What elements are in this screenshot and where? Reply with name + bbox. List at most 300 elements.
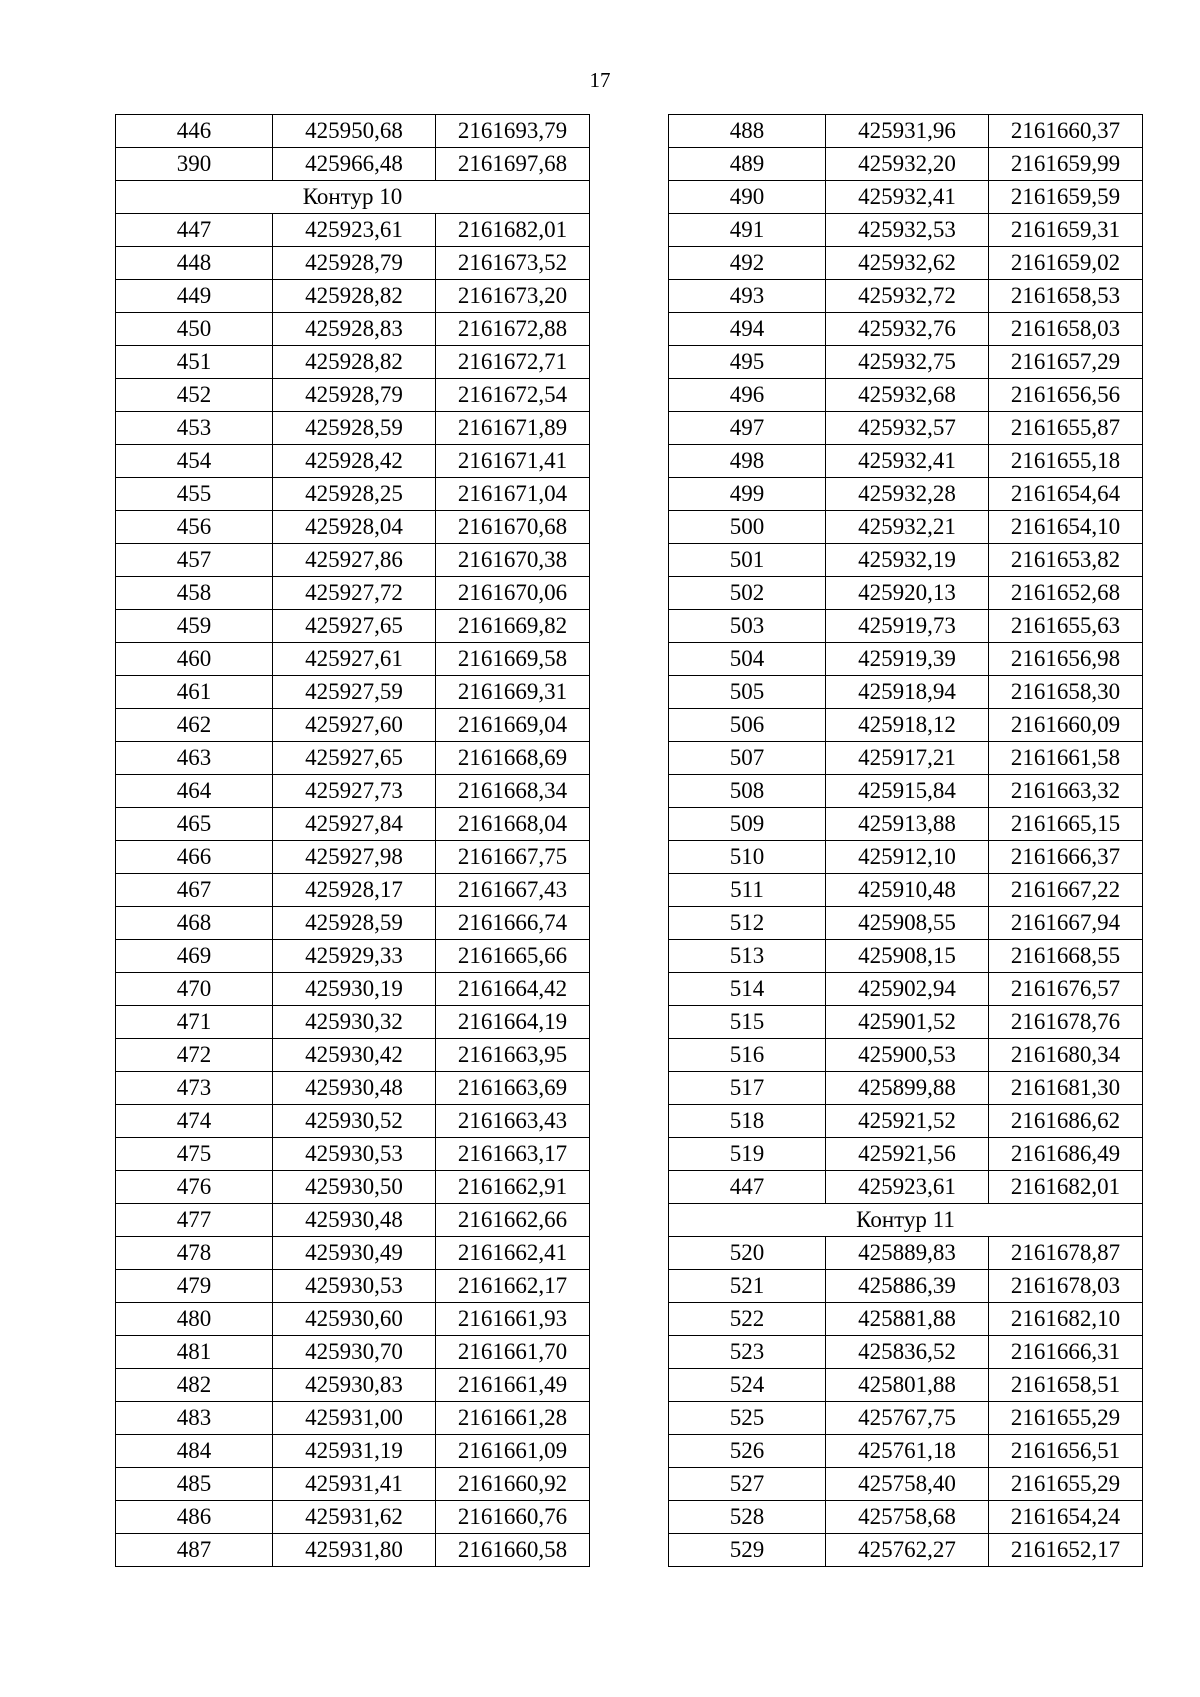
point-number-cell: 515	[669, 1006, 826, 1039]
x-coordinate-cell: 425927,59	[273, 676, 436, 709]
x-coordinate-cell: 425932,75	[826, 346, 989, 379]
table-row	[116, 313, 590, 346]
point-number-cell: 528	[669, 1501, 826, 1534]
table-row	[669, 1402, 1143, 1435]
y-coordinate-cell: 2161663,17	[436, 1138, 590, 1171]
table-row	[116, 1468, 590, 1501]
x-coordinate-cell: 425932,57	[826, 412, 989, 445]
y-coordinate-cell: 2161662,66	[436, 1204, 590, 1237]
x-coordinate-cell: 425927,65	[273, 610, 436, 643]
table-row	[116, 907, 590, 940]
y-coordinate-cell: 2161659,31	[989, 214, 1143, 247]
y-coordinate-cell: 2161672,71	[436, 346, 590, 379]
x-coordinate-cell: 425932,41	[826, 445, 989, 478]
x-coordinate-cell: 425932,41	[826, 181, 989, 214]
x-coordinate-cell: 425928,82	[273, 346, 436, 379]
y-coordinate-cell: 2161681,30	[989, 1072, 1143, 1105]
table-row	[669, 874, 1143, 907]
x-coordinate-cell: 425931,96	[826, 115, 989, 148]
y-coordinate-cell: 2161652,68	[989, 577, 1143, 610]
point-number-cell: 475	[116, 1138, 273, 1171]
point-number-cell: 446	[116, 115, 273, 148]
y-coordinate-cell: 2161655,87	[989, 412, 1143, 445]
table-row	[669, 1369, 1143, 1402]
table-row	[669, 775, 1143, 808]
x-coordinate-cell: 425758,68	[826, 1501, 989, 1534]
point-number-cell: 447	[669, 1171, 826, 1204]
table-row	[669, 511, 1143, 544]
point-number-cell: 487	[116, 1534, 273, 1567]
x-coordinate-cell: 425932,21	[826, 511, 989, 544]
y-coordinate-cell: 2161669,82	[436, 610, 590, 643]
x-coordinate-cell: 425930,32	[273, 1006, 436, 1039]
y-coordinate-cell: 2161669,04	[436, 709, 590, 742]
y-coordinate-cell: 2161667,22	[989, 874, 1143, 907]
point-number-cell: 519	[669, 1138, 826, 1171]
table-row	[669, 1303, 1143, 1336]
point-number-cell: 518	[669, 1105, 826, 1138]
y-coordinate-cell: 2161672,88	[436, 313, 590, 346]
table-row	[116, 1303, 590, 1336]
y-coordinate-cell: 2161656,51	[989, 1435, 1143, 1468]
y-coordinate-cell: 2161658,51	[989, 1369, 1143, 1402]
table-row	[116, 1204, 590, 1237]
y-coordinate-cell: 2161678,87	[989, 1237, 1143, 1270]
point-number-cell: 471	[116, 1006, 273, 1039]
x-coordinate-cell: 425927,60	[273, 709, 436, 742]
point-number-cell: 466	[116, 841, 273, 874]
y-coordinate-cell: 2161666,37	[989, 841, 1143, 874]
table-row	[116, 1270, 590, 1303]
x-coordinate-cell: 425910,48	[826, 874, 989, 907]
y-coordinate-cell: 2161663,69	[436, 1072, 590, 1105]
point-number-cell: 499	[669, 478, 826, 511]
table-row	[116, 1039, 590, 1072]
x-coordinate-cell: 425918,12	[826, 709, 989, 742]
point-number-cell: 455	[116, 478, 273, 511]
y-coordinate-cell: 2161667,43	[436, 874, 590, 907]
y-coordinate-cell: 2161662,41	[436, 1237, 590, 1270]
point-number-cell: 459	[116, 610, 273, 643]
table-row	[669, 676, 1143, 709]
x-coordinate-cell: 425912,10	[826, 841, 989, 874]
y-coordinate-cell: 2161676,57	[989, 973, 1143, 1006]
y-coordinate-cell: 2161671,41	[436, 445, 590, 478]
point-number-cell: 480	[116, 1303, 273, 1336]
x-coordinate-cell: 425915,84	[826, 775, 989, 808]
y-coordinate-cell: 2161697,68	[436, 148, 590, 181]
y-coordinate-cell: 2161660,76	[436, 1501, 590, 1534]
table-row	[669, 247, 1143, 280]
point-number-cell: 503	[669, 610, 826, 643]
x-coordinate-cell: 425928,82	[273, 280, 436, 313]
table-row	[116, 1501, 590, 1534]
table-row	[669, 1270, 1143, 1303]
y-coordinate-cell: 2161672,54	[436, 379, 590, 412]
y-coordinate-cell: 2161668,69	[436, 742, 590, 775]
x-coordinate-cell: 425932,76	[826, 313, 989, 346]
table-row	[669, 1534, 1143, 1567]
x-coordinate-cell: 425932,68	[826, 379, 989, 412]
x-coordinate-cell: 425929,33	[273, 940, 436, 973]
table-row	[669, 280, 1143, 313]
point-number-cell: 447	[116, 214, 273, 247]
x-coordinate-cell: 425932,20	[826, 148, 989, 181]
x-coordinate-cell: 425921,56	[826, 1138, 989, 1171]
table-row	[669, 1435, 1143, 1468]
point-number-cell: 488	[669, 115, 826, 148]
x-coordinate-cell: 425886,39	[826, 1270, 989, 1303]
table-row	[116, 1105, 590, 1138]
x-coordinate-cell: 425762,27	[826, 1534, 989, 1567]
x-coordinate-cell: 425918,94	[826, 676, 989, 709]
x-coordinate-cell: 425928,79	[273, 247, 436, 280]
y-coordinate-cell: 2161664,42	[436, 973, 590, 1006]
table-row	[669, 214, 1143, 247]
point-number-cell: 497	[669, 412, 826, 445]
y-coordinate-cell: 2161671,89	[436, 412, 590, 445]
table-row	[116, 1534, 590, 1567]
point-number-cell: 453	[116, 412, 273, 445]
point-number-cell: 451	[116, 346, 273, 379]
y-coordinate-cell: 2161652,17	[989, 1534, 1143, 1567]
point-number-cell: 522	[669, 1303, 826, 1336]
y-coordinate-cell: 2161655,63	[989, 610, 1143, 643]
point-number-cell: 510	[669, 841, 826, 874]
y-coordinate-cell: 2161661,28	[436, 1402, 590, 1435]
point-number-cell: 491	[669, 214, 826, 247]
point-number-cell: 521	[669, 1270, 826, 1303]
x-coordinate-cell: 425928,79	[273, 379, 436, 412]
point-number-cell: 520	[669, 1237, 826, 1270]
point-number-cell: 467	[116, 874, 273, 907]
y-coordinate-cell: 2161678,03	[989, 1270, 1143, 1303]
table-row	[669, 1336, 1143, 1369]
y-coordinate-cell: 2161661,93	[436, 1303, 590, 1336]
point-number-cell: 500	[669, 511, 826, 544]
section-header-row	[116, 181, 590, 214]
table-row	[116, 445, 590, 478]
table-row	[116, 643, 590, 676]
point-number-cell: 470	[116, 973, 273, 1006]
x-coordinate-cell: 425801,88	[826, 1369, 989, 1402]
point-number-cell: 517	[669, 1072, 826, 1105]
table-row	[669, 346, 1143, 379]
table-row	[116, 214, 590, 247]
point-number-cell: 474	[116, 1105, 273, 1138]
x-coordinate-cell: 425930,70	[273, 1336, 436, 1369]
y-coordinate-cell: 2161654,64	[989, 478, 1143, 511]
point-number-cell: 527	[669, 1468, 826, 1501]
point-number-cell: 477	[116, 1204, 273, 1237]
y-coordinate-cell: 2161669,31	[436, 676, 590, 709]
x-coordinate-cell: 425930,52	[273, 1105, 436, 1138]
x-coordinate-cell: 425928,04	[273, 511, 436, 544]
y-coordinate-cell: 2161668,04	[436, 808, 590, 841]
x-coordinate-cell: 425913,88	[826, 808, 989, 841]
table-row	[116, 940, 590, 973]
y-coordinate-cell: 2161658,03	[989, 313, 1143, 346]
table-row	[669, 742, 1143, 775]
x-coordinate-cell: 425932,28	[826, 478, 989, 511]
x-coordinate-cell: 425930,48	[273, 1072, 436, 1105]
x-coordinate-cell: 425930,60	[273, 1303, 436, 1336]
table-row	[669, 148, 1143, 181]
table-row	[116, 709, 590, 742]
x-coordinate-cell: 425899,88	[826, 1072, 989, 1105]
x-coordinate-cell: 425930,53	[273, 1138, 436, 1171]
point-number-cell: 524	[669, 1369, 826, 1402]
point-number-cell: 483	[116, 1402, 273, 1435]
table-row	[116, 610, 590, 643]
table-row	[669, 1468, 1143, 1501]
y-coordinate-cell: 2161659,59	[989, 181, 1143, 214]
y-coordinate-cell: 2161693,79	[436, 115, 590, 148]
x-coordinate-cell: 425927,84	[273, 808, 436, 841]
table-row	[116, 478, 590, 511]
point-number-cell: 505	[669, 676, 826, 709]
x-coordinate-cell: 425966,48	[273, 148, 436, 181]
point-number-cell: 462	[116, 709, 273, 742]
table-row	[669, 478, 1143, 511]
table-row	[116, 1435, 590, 1468]
y-coordinate-cell: 2161670,06	[436, 577, 590, 610]
y-coordinate-cell: 2161664,19	[436, 1006, 590, 1039]
point-number-cell: 465	[116, 808, 273, 841]
y-coordinate-cell: 2161665,15	[989, 808, 1143, 841]
y-coordinate-cell: 2161662,17	[436, 1270, 590, 1303]
table-row	[116, 874, 590, 907]
y-coordinate-cell: 2161653,82	[989, 544, 1143, 577]
table-row	[669, 1039, 1143, 1072]
point-number-cell: 476	[116, 1171, 273, 1204]
point-number-cell: 493	[669, 280, 826, 313]
y-coordinate-cell: 2161686,62	[989, 1105, 1143, 1138]
point-number-cell: 486	[116, 1501, 273, 1534]
point-number-cell: 501	[669, 544, 826, 577]
x-coordinate-cell: 425881,88	[826, 1303, 989, 1336]
table-row	[116, 1138, 590, 1171]
table-row	[669, 1138, 1143, 1171]
table-row	[669, 1072, 1143, 1105]
point-number-cell: 481	[116, 1336, 273, 1369]
table-row	[669, 610, 1143, 643]
point-number-cell: 511	[669, 874, 826, 907]
table-row	[669, 808, 1143, 841]
y-coordinate-cell: 2161680,34	[989, 1039, 1143, 1072]
y-coordinate-cell: 2161661,49	[436, 1369, 590, 1402]
y-coordinate-cell: 2161658,30	[989, 676, 1143, 709]
point-number-cell: 463	[116, 742, 273, 775]
table-row	[669, 544, 1143, 577]
y-coordinate-cell: 2161654,24	[989, 1501, 1143, 1534]
point-number-cell: 484	[116, 1435, 273, 1468]
y-coordinate-cell: 2161678,76	[989, 1006, 1143, 1039]
y-coordinate-cell: 2161661,09	[436, 1435, 590, 1468]
x-coordinate-cell: 425908,55	[826, 907, 989, 940]
table-body	[116, 115, 590, 1567]
x-coordinate-cell: 425932,53	[826, 214, 989, 247]
point-number-cell: 452	[116, 379, 273, 412]
x-coordinate-cell: 425761,18	[826, 1435, 989, 1468]
x-coordinate-cell: 425767,75	[826, 1402, 989, 1435]
x-coordinate-cell: 425920,13	[826, 577, 989, 610]
point-number-cell: 464	[116, 775, 273, 808]
x-coordinate-cell: 425931,41	[273, 1468, 436, 1501]
y-coordinate-cell: 2161671,04	[436, 478, 590, 511]
x-coordinate-cell: 425921,52	[826, 1105, 989, 1138]
x-coordinate-cell: 425927,73	[273, 775, 436, 808]
point-number-cell: 485	[116, 1468, 273, 1501]
x-coordinate-cell: 425900,53	[826, 1039, 989, 1072]
point-number-cell: 479	[116, 1270, 273, 1303]
table-row	[116, 676, 590, 709]
table-row	[669, 1237, 1143, 1270]
table-row	[116, 742, 590, 775]
point-number-cell: 526	[669, 1435, 826, 1468]
table-row	[669, 313, 1143, 346]
point-number-cell: 489	[669, 148, 826, 181]
table-row	[669, 709, 1143, 742]
point-number-cell: 472	[116, 1039, 273, 1072]
y-coordinate-cell: 2161669,58	[436, 643, 590, 676]
point-number-cell: 513	[669, 940, 826, 973]
x-coordinate-cell: 425930,48	[273, 1204, 436, 1237]
table-row	[669, 1171, 1143, 1204]
y-coordinate-cell: 2161663,32	[989, 775, 1143, 808]
point-number-cell: 516	[669, 1039, 826, 1072]
y-coordinate-cell: 2161666,74	[436, 907, 590, 940]
point-number-cell: 457	[116, 544, 273, 577]
point-number-cell: 482	[116, 1369, 273, 1402]
point-number-cell: 525	[669, 1402, 826, 1435]
y-coordinate-cell: 2161660,58	[436, 1534, 590, 1567]
y-coordinate-cell: 2161656,98	[989, 643, 1143, 676]
y-coordinate-cell: 2161673,52	[436, 247, 590, 280]
point-number-cell: 456	[116, 511, 273, 544]
point-number-cell: 449	[116, 280, 273, 313]
y-coordinate-cell: 2161654,10	[989, 511, 1143, 544]
table-row	[669, 940, 1143, 973]
table-row	[116, 379, 590, 412]
table-row	[669, 1501, 1143, 1534]
x-coordinate-cell: 425927,72	[273, 577, 436, 610]
x-coordinate-cell: 425928,59	[273, 907, 436, 940]
y-coordinate-cell: 2161660,37	[989, 115, 1143, 148]
x-coordinate-cell: 425928,42	[273, 445, 436, 478]
point-number-cell: 498	[669, 445, 826, 478]
table-row	[116, 1237, 590, 1270]
point-number-cell: 494	[669, 313, 826, 346]
x-coordinate-cell: 425902,94	[826, 973, 989, 1006]
table-row	[669, 907, 1143, 940]
point-number-cell: 478	[116, 1237, 273, 1270]
y-coordinate-cell: 2161668,34	[436, 775, 590, 808]
table-row	[116, 511, 590, 544]
table-row	[116, 280, 590, 313]
y-coordinate-cell: 2161670,68	[436, 511, 590, 544]
point-number-cell: 454	[116, 445, 273, 478]
point-number-cell: 496	[669, 379, 826, 412]
table-row	[669, 115, 1143, 148]
y-coordinate-cell: 2161668,55	[989, 940, 1143, 973]
x-coordinate-cell: 425930,19	[273, 973, 436, 1006]
table-row	[116, 148, 590, 181]
point-number-cell: 458	[116, 577, 273, 610]
x-coordinate-cell: 425927,61	[273, 643, 436, 676]
table-body	[669, 115, 1143, 1567]
point-number-cell: 469	[116, 940, 273, 973]
point-number-cell: 492	[669, 247, 826, 280]
table-row	[116, 1171, 590, 1204]
table-row	[116, 775, 590, 808]
x-coordinate-cell: 425928,59	[273, 412, 436, 445]
y-coordinate-cell: 2161673,20	[436, 280, 590, 313]
table-row	[116, 247, 590, 280]
y-coordinate-cell: 2161661,58	[989, 742, 1143, 775]
point-number-cell: 529	[669, 1534, 826, 1567]
section-title: Контур 11	[669, 1204, 1143, 1237]
x-coordinate-cell: 425836,52	[826, 1336, 989, 1369]
point-number-cell: 523	[669, 1336, 826, 1369]
y-coordinate-cell: 2161662,91	[436, 1171, 590, 1204]
table-row	[669, 973, 1143, 1006]
x-coordinate-cell: 425932,62	[826, 247, 989, 280]
y-coordinate-cell: 2161667,75	[436, 841, 590, 874]
table-row	[116, 1336, 590, 1369]
x-coordinate-cell: 425901,52	[826, 1006, 989, 1039]
coordinates-table-right	[668, 114, 1143, 1567]
y-coordinate-cell: 2161656,56	[989, 379, 1143, 412]
y-coordinate-cell: 2161682,01	[436, 214, 590, 247]
x-coordinate-cell: 425930,53	[273, 1270, 436, 1303]
table-row	[116, 115, 590, 148]
table-row	[116, 1072, 590, 1105]
point-number-cell: 506	[669, 709, 826, 742]
x-coordinate-cell: 425930,83	[273, 1369, 436, 1402]
table-row	[116, 841, 590, 874]
y-coordinate-cell: 2161682,10	[989, 1303, 1143, 1336]
y-coordinate-cell: 2161659,99	[989, 148, 1143, 181]
x-coordinate-cell: 425923,61	[826, 1171, 989, 1204]
x-coordinate-cell: 425919,73	[826, 610, 989, 643]
table-row	[669, 379, 1143, 412]
section-title: Контур 10	[116, 181, 590, 214]
table-row	[116, 346, 590, 379]
table-row	[669, 1006, 1143, 1039]
x-coordinate-cell: 425928,83	[273, 313, 436, 346]
table-row	[116, 973, 590, 1006]
y-coordinate-cell: 2161657,29	[989, 346, 1143, 379]
page-number: 17	[589, 68, 611, 92]
point-number-cell: 495	[669, 346, 826, 379]
y-coordinate-cell: 2161661,70	[436, 1336, 590, 1369]
point-number-cell: 450	[116, 313, 273, 346]
y-coordinate-cell: 2161655,29	[989, 1402, 1143, 1435]
table-row	[669, 1105, 1143, 1138]
point-number-cell: 490	[669, 181, 826, 214]
y-coordinate-cell: 2161655,18	[989, 445, 1143, 478]
table-row	[116, 544, 590, 577]
table-row	[116, 1006, 590, 1039]
point-number-cell: 502	[669, 577, 826, 610]
point-number-cell: 508	[669, 775, 826, 808]
point-number-cell: 473	[116, 1072, 273, 1105]
table-row	[669, 181, 1143, 214]
point-number-cell: 507	[669, 742, 826, 775]
x-coordinate-cell: 425927,98	[273, 841, 436, 874]
x-coordinate-cell: 425932,72	[826, 280, 989, 313]
